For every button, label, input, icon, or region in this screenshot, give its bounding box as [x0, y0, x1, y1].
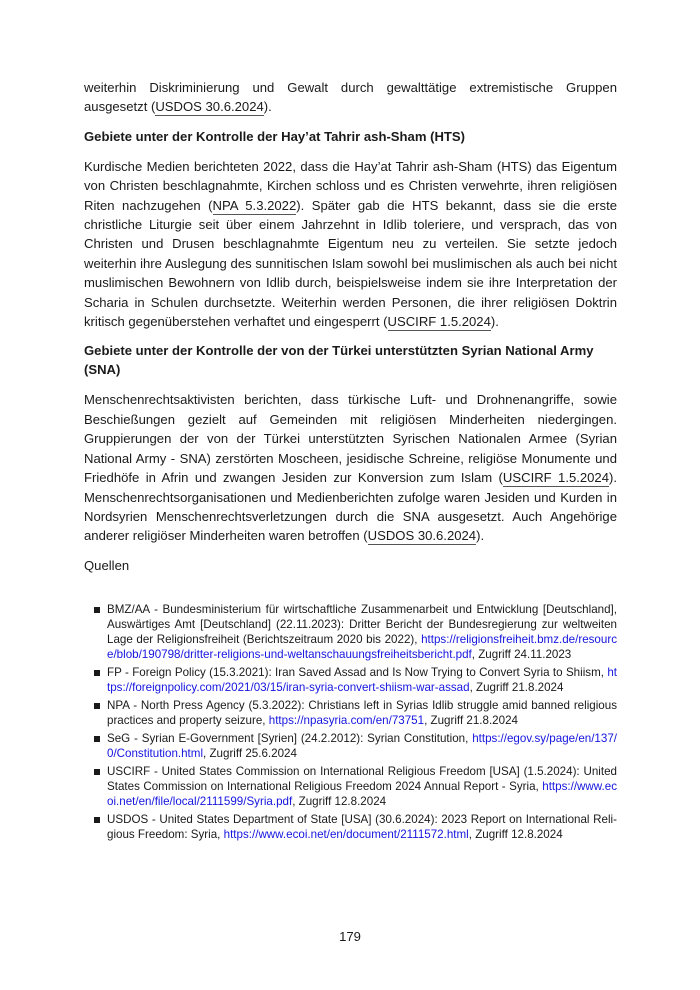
square-bullet-icon — [94, 607, 100, 613]
citation-link[interactable]: USCIRF 1.5.2024 — [502, 470, 610, 486]
source-item: BMZ/AA - Bundesministerium für wirtschaftliche Zusammenarbeit und Entwicklung [Deutschland], Auswärtiges Amt [Deutschland] (22.11.2023): Dritter Bericht der Bundesregierung zur weltweiten Lage der Religionsfreiheit (Berichtszeitraum 2020 bis 2022), https://religionsfreiheit.bmz.de/resource/blob/190798/dritter-religions-und-weltanschauungsfreiheitsbericht.pdf, Zugriff 24.11.2023 — [94, 602, 617, 662]
citation-link[interactable]: USDOS 30.6.2024 — [155, 99, 264, 115]
source-item: USDOS - United States Department of State [USA] (30.6.2024): 2023 Report on International Religious Freedom: Syria, https://www.ecoi.net/en/document/2111572.html, Zugriff 12.8.2024 — [94, 812, 617, 842]
source-item: USCIRF - United States Commission on International Religious Freedom [USA] (1.5.2024): United States Commission on International Religious Freedom 2024 Annual Report - Syria, https://www.ecoi.net/en/file/local/2111599/Syria.pdf, Zugriff 12.8.2024 — [94, 764, 617, 809]
source-url-link[interactable]: https://www.ecoi.net/en/document/2111572.html — [223, 827, 469, 841]
paragraph-hts: Kurdische Medien berichteten 2022, dass die Hay’at Tahrir ash-Sham (HTS) das Eigentum von Christen beschlagnahmte, Kirchen schloss und es Christen verwehrte, ihren religiösen Riten nachzugehen (NPA 5.3.2022). Später gab die HTS bekannt, dass sie die erste christliche Liturgie seit über einem Jahrzehnt in Idlib toleriere, und versprach, das von Christen und Drusen beschlagnahmte Eigentum neu zu verteilen. Sie setzte jedoch weiterhin ihre Auslegung des sunnitischen Islam sowohl bei muslimischen als auch bei nicht muslimischen Bewohnern von Idlib durch, beispielsweise indem sie ihre Interpretation der Scharia in Schulen durchsetzte. Weiterhin werden Personen, die ihrer religiösen Doktrin kritisch gegenüberstehen verhaftet und eingesperrt (USCIRF 1.5.2024). — [84, 158, 617, 330]
square-bullet-icon — [94, 736, 100, 742]
square-bullet-icon — [94, 817, 100, 823]
source-item: SeG - Syrian E-Government [Syrien] (24.2.2012): Syrian Constitution, https://egov.sy/page/en/137/0/Constitution.html, Zugriff 25.6.2024 — [94, 731, 617, 761]
source-url-link[interactable]: https://religionsfreiheit.bmz.de/resource/blob/190798/dritter-religions-und-weltanschauungsfreiheitsbericht.pdf — [107, 632, 617, 661]
source-url-link[interactable]: https://egov.sy/page/en/137/0/Constitution.html — [107, 731, 617, 760]
square-bullet-icon — [94, 703, 100, 709]
sources-heading: Quellen — [84, 557, 130, 573]
citation-link[interactable]: USDOS 30.6.2024 — [367, 528, 477, 544]
paragraph-intro: weiterhin Diskriminierung und Gewalt durch gewalttätige extremistische Gruppen ausgesetzt (USDOS 30.6.2024). — [84, 80, 617, 115]
source-item: NPA - North Press Agency (5.3.2022): Christians left in Syrias Idlib struggle amid banned religious practices and property seizure, https://npasyria.com/en/73751, Zugriff 21.8.2024 — [94, 698, 617, 728]
section-heading-hts: Gebiete unter der Kontrolle der Hay’at Tahrir ash-Sham (HTS) — [84, 128, 466, 144]
source-url-link[interactable]: https://foreignpolicy.com/2021/03/15/iran-syria-convert-shiism-war-assad — [107, 665, 617, 694]
source-url-link[interactable]: https://npasyria.com/en/73751 — [268, 713, 425, 727]
source-url-link[interactable]: https://www.ecoi.net/en/file/local/2111599/Syria.pdf — [107, 779, 617, 808]
section-heading-sna: Gebiete unter der Kontrolle der von der Türkei unterstützten Syrian National Army (SNA) — [84, 343, 594, 378]
citation-link[interactable]: NPA 5.3.2022 — [212, 197, 297, 213]
page-number: 179 — [339, 929, 361, 944]
citation-link[interactable]: USCIRF 1.5.2024 — [387, 314, 491, 330]
square-bullet-icon — [94, 769, 100, 775]
square-bullet-icon — [94, 670, 100, 676]
sources-list — [94, 602, 617, 842]
paragraph-sna: Menschenrechtsaktivisten berichten, dass türkische Luft- und Drohnenangriffe, sowie Beschießungen gezielt auf Gemeinden mit religiösen Minderheiten niedergingen. Gruppierungen der von der Türkei unterstützten Syrischen Nationalen Armee (Syrian National Army - SNA) zerstörten Moscheen, jesidische Schreine, religiöse Monumente und Friedhöfe in Afrin und zwangen Jesiden zur Konversion zum Islam (USCIRF 1.5.2024). Menschenrechtsorganisationen und Medienberichten zufolge waren Jesiden und Kurden in Nordsyrien Menschenrechtsverletzungen durch die SNA ausgesetzt. Auch Angehörige anderer religiöser Minderheiten waren betroffen (USDOS 30.6.2024). — [84, 392, 618, 544]
document-page — [84, 78, 617, 845]
source-item: FP - Foreign Policy (15.3.2021): Iran Saved Assad and Is Now Trying to Convert Syria to Shiism, https://foreignpolicy.com/2021/03/15/iran-syria-convert-shiism-war-assad, Zugriff 21.8.2024 — [94, 665, 617, 695]
